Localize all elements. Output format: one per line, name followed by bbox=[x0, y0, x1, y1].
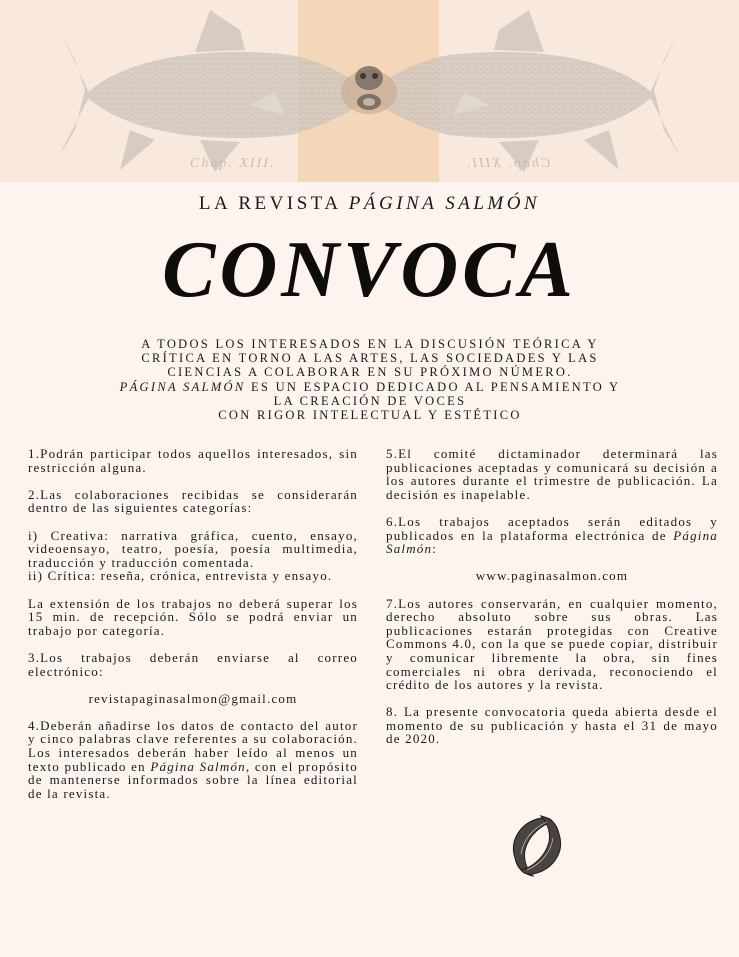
mirrored-salmon-illustration bbox=[0, 0, 739, 182]
rules-column-left bbox=[28, 447, 358, 814]
magazine-name: Página Salmón bbox=[386, 527, 718, 557]
chapter-caption-right-mirrored: Chap. XIII. bbox=[465, 156, 551, 171]
salmon-right-icon bbox=[359, 10, 681, 172]
rule-7: 7.Los autores conservarán, en cualquier momento, derecho absoluto sobre sus obras. Las publicaciones estarán protegidas con Creative Commons 4.0, con la que se puede copiar, distribuir y comunicar libremente la obra, sin fines comerciales ni obra derivada, reconociendo el crédito de los autores y la revista. bbox=[386, 595, 718, 693]
twin-salmon-logo-icon bbox=[507, 810, 567, 882]
extension-rule: La extensión de los trabajos no deberá superar los 15 min. de recepción. Sólo se podrá enviar un trabajo por categoría. bbox=[28, 595, 358, 638]
contact-email-link[interactable]: revistapaginasalmon@gmail.com bbox=[88, 690, 298, 706]
rule-1: 1.Podrán participar todos aquellos interesados, sin restricción alguna. bbox=[28, 446, 358, 475]
rule-8: 8. La presente convocatoria queda abierta desde el momento de su publicación y hasta el 31 de mayo de 2020. bbox=[386, 704, 718, 747]
intro-statement bbox=[100, 337, 640, 422]
supertitle bbox=[0, 193, 739, 215]
magazine-name: Página Salmón bbox=[150, 758, 246, 774]
intro-line: CON RIGOR INTELECTUAL Y ESTÉTICO bbox=[218, 408, 522, 423]
intro-line: CIENCIAS A COLABORAR EN SU PRÓXIMO NÚMERO. bbox=[167, 365, 573, 380]
category-critical: ii) Crítica: reseña, crónica, entrevista y ensayo. bbox=[28, 568, 333, 584]
intro-line: A TODOS LOS INTERESADOS EN LA DISCUSIÓN TEÓRICA Y bbox=[141, 337, 599, 351]
category-creative: i) Creativa: narrativa gráfica, cuento, ensayo, videoensayo, teatro, poesía, poesía multimedia, traducción y traducción comentada. bbox=[28, 527, 358, 570]
rule-5: 5.El comité dictaminador determinará las publicaciones aceptadas y comunicará su decisión a los autores durante el trimestre de publicación. La decisión es inapelable. bbox=[386, 446, 718, 502]
rules-column-right bbox=[386, 447, 718, 760]
salmon-left-icon bbox=[58, 10, 380, 172]
rule-3: 3.Los trabajos deberán enviarse al correo electrónico: bbox=[28, 649, 358, 679]
intro-line: CRÍTICA EN TORNO A LAS ARTES, LAS SOCIEDADES Y LAS bbox=[141, 351, 599, 366]
rule-4: 4.Deberán añadirse los datos de contacto del autor y cinco palabras clave referentes a su colaboración. Los interesados deberán haber leído al menos un texto publicado en Página Salmón, con el propósito de mantenerse informados sobre la línea editorial de la revista. bbox=[28, 717, 358, 801]
fish-face-icon bbox=[341, 66, 397, 114]
rule-6: 6.Los trabajos aceptados serán editados y publicados en la plataforma electrónica de Página Salmón: bbox=[386, 513, 718, 557]
chapter-caption-left: Chap. XIII. bbox=[190, 156, 276, 171]
rule-2: 2.Las colaboraciones recibidas se considerarán dentro de las siguientes categorías: bbox=[28, 486, 358, 516]
magazine-name: PÁGINA SALMÓN bbox=[348, 193, 541, 214]
intro-line: PÁGINA SALMÓN ES UN ESPACIO DEDICADO AL PENSAMIENTO Y bbox=[119, 379, 621, 394]
website-link[interactable]: www.paginasalmon.com bbox=[475, 568, 629, 584]
magazine-name: PÁGINA SALMÓN bbox=[119, 379, 246, 394]
header-banner-image bbox=[0, 0, 739, 182]
page-title: CONVOCA bbox=[162, 226, 577, 314]
intro-line: LA CREACIÓN DE VOCES bbox=[273, 393, 467, 408]
supertitle-prefix: LA REVISTA bbox=[198, 193, 349, 214]
